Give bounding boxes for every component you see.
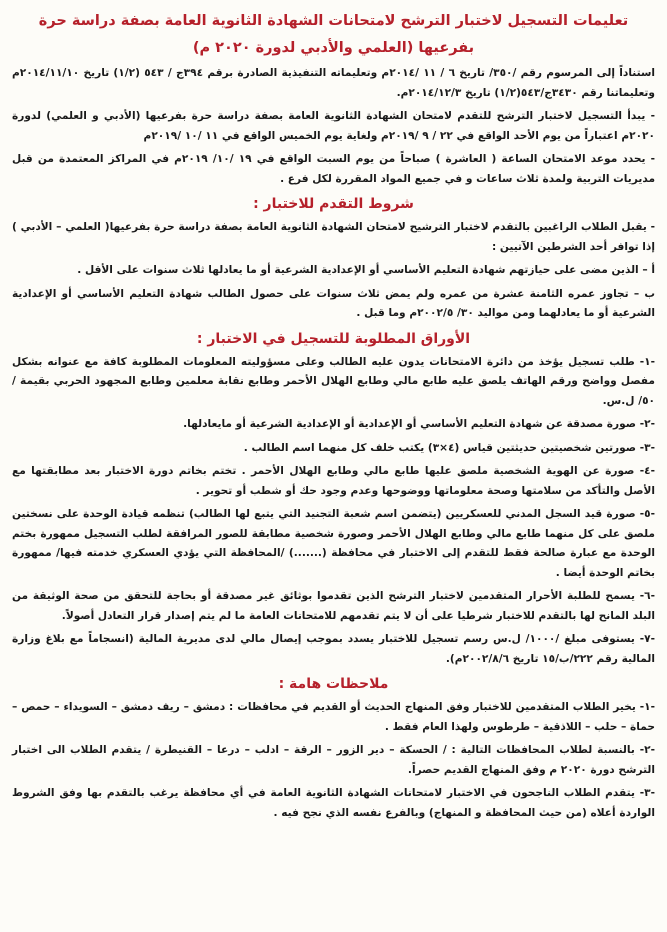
note-item: -٣- يتقدم الطلاب الناجحون في الاختبار لامتحانات الشهادة الثانوية العامة في أي محافظة يرغب بالتقدم بها وفق الشروط الواردة أعلاه (من حيث المحافظة و المنهاج) وبالفرع نفسه الذي نجح فيه . <box>12 787 655 819</box>
document-item: -٧- يستوفى مبلغ /١٠٠٠/ ل.س رسم تسجيل للاختبار يسدد بموجب إيصال مالي لدى مديرية المالية (انسجاماً مع بلاغ وزارة المالية رقم ٢٢٢/ب/١٥ تاريخ ٢٠٠٢/٨/٦م). <box>12 633 655 665</box>
document-item: -١- طلب تسجيل يؤخذ من دائرة الامتحانات يدون عليه الطالب وعلى مسؤوليته المعلومات المطلوبة كافة مع عنوانه بشكل مفصل وواضح ورقم الهاتف يلصق عليه طابع مالي وطابع الهلال الأحمر وطابع نقابة معلمين وطابع المجهود الحربي بقيمة /٥٠/ ل.س. <box>12 355 655 407</box>
document-item: -٤- صورة عن الهوية الشخصية ملصق عليها طابع مالي وطابع الهلال الأحمر . تختم بخاتم دورة الاختبار بعد مطابقتها مع الأصل والتأكد من سلامتها وصحة معلوماتها ووضوحها وعدم وجود حك أو شطب أو تحوير . <box>12 465 655 497</box>
condition-item: ب – تجاوز عمره الثامنة عشرة من عمره ولم يمض ثلاث سنوات على حصول الطالب شهادة التعليم الأساسي أو الإعدادية الشرعية أو ما يعادلهما ومن مواليد ٣٠/ ٢٠٠٢/٥م وما قبل . <box>12 287 655 319</box>
notes-section <box>12 698 655 823</box>
documents-section <box>12 353 655 670</box>
document-item: -٣- صورتين شخصيتين حديثتين قياس (٤×٣) يكتب خلف كل منهما اسم الطالب . <box>243 441 655 454</box>
note-item: -١- يخير الطلاب المتقدمين للاختبار وفق المنهاج الحديث أو القديم في محافظات : دمشق – ريف دمشق – السويداء – حمص – حماة – حلب – اللاذقية – طرطوس ولهذا العام فقط . <box>12 701 655 733</box>
title-line-2: بفرعيها (العلمي والأدبي لدورة ٢٠٢٠ م) <box>192 40 475 56</box>
condition-item: أ – الذين مضى على حيازتهم شهادة التعليم الأساسي أو الإعدادية الشرعية أو ما يعادلها ثلاث سنوات على الأقل . <box>77 264 655 276</box>
conditions-section <box>12 218 655 324</box>
intro-paragraph: - يبدأ التسجيل لاختبار الترشح للتقدم لامتحان الشهادة الثانوية العامة بصفة دراسة حرة بفرعيها (الأدبي و العلمي) لدورة ٢٠٢٠م اعتباراً من يوم الأحد الواقع في ٢٢ / ٩ /٢٠١٩م ولغاية يوم الخميس الواقع في ١١ /١٠ /٢٠١٩م <box>12 110 655 142</box>
documents-heading: الأوراق المطلوبة للتسجيل في الاختبار : <box>196 330 471 347</box>
notes-heading: ملاحظات هامة : <box>278 676 389 692</box>
document-item: -٥- صورة قيد السجل المدني للعسكريين (يتضمن اسم شعبة التجنيد التي يتبع لها الطالب) تنظمه قيادة الوحدة على نسختين ملصق على كل منهما طابع مالي وطابع الهلال الأحمر وصورة شخصية مطابقة للصور المرافقة لطلب التسجيل ممهورة بختم الوحدة مع عبارة صالحة فقط للتقدم إلى الاختبار في محافظة (.......) /المحافظة التي يؤدي العسكري خدمته فيها/ ممهورة بخاتم الوحدة أيضا . <box>12 508 655 579</box>
intro-paragraph: استناداً إلى المرسوم رقم /٣٥٠/ تاريخ ٦ / ١١ /٢٠١٤م وتعليماته التنفيذية الصادرة برقم ٣٩٤ج / ٥٤٣ (١/٢) تاريخ ٢٠١٤/١١/١٠م وتعليماتنا رقم ٣٤٣٠ج/٥٤٣(١/٢) تاريخ ٢٠١٤/١٢/٣م. <box>12 67 655 99</box>
intro-paragraph: - يحدد موعد الامتحان الساعة ( العاشرة ) صباحاً من يوم السبت الواقع في ١٩ /١٠/ ٢٠١٩م في المراكز المعتمدة من قبل مديريات التربية ولمدة ثلاث ساعات و في جميع المواد المقررة لكل فرع . <box>12 153 656 185</box>
document-item: -٢- صورة مصدقة عن شهادة التعليم الأساسي أو الإعدادية أو الإعدادية الشرعية أو مايعادلها. <box>183 418 655 430</box>
condition-item: - يقبل الطلاب الراغبين بالتقدم لاختبار الترشيح لامتحان الشهادة الثانوية العامة بصفة دراسة حرة بفرعيها( العلمي – الأدبي ) إذا توافر أحد الشرطين الآتيين : <box>12 221 655 253</box>
intro-section <box>12 64 655 189</box>
document-title <box>12 8 655 62</box>
conditions-heading: شروط التقدم للاختبار : <box>253 196 414 212</box>
document-item: -٦- يسمح للطلبة الأحرار المتقدمين لاختبار الترشح الذين تقدموا بوثائق غير مصدقة أو بحاجة للتحقق من صحة الوثيقة من البلد المانح لها بالتقدم للاختبار شرطيا على أن لا يتم تقدمهم للامتحانات العامة ما لم يتم إصدار قرار التعادل أصولاً. <box>12 590 655 622</box>
title-line-1: تعليمات التسجيل لاختبار الترشح لامتحانات الشهادة الثانوية العامة بصفة دراسة حرة <box>38 13 629 29</box>
note-item: -٢- بالنسبة لطلاب المحافظات التالية : / الحسكة – دير الزور – الرقة – ادلب – درعا – القنيطرة / يتقدم الطلاب الى اختبار الترشح دورة ٢٠٢٠ م وفق المنهاج القديم حصراً. <box>12 744 655 776</box>
